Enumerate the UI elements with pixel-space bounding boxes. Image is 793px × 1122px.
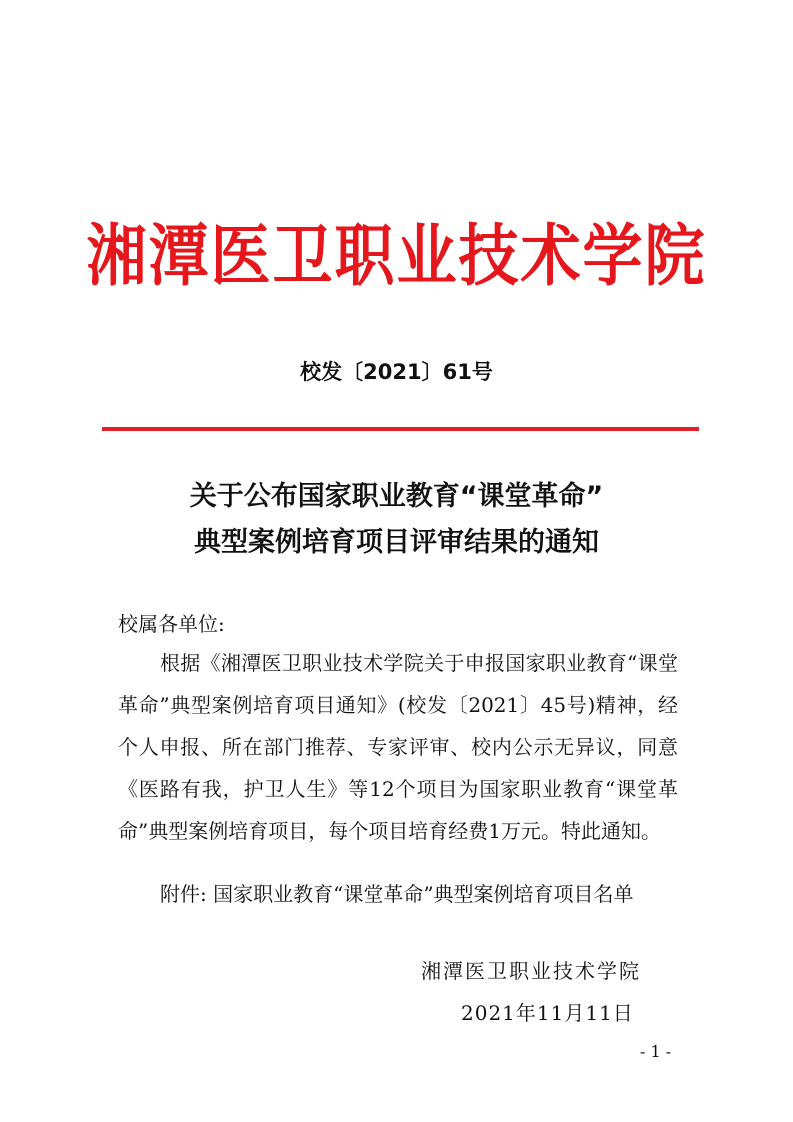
body-paragraph: 根据《湘潭医卫职业技术学院关于申报国家职业教育“课堂革命”典型案例培育项目通知》(校发〔2021〕45号)精神，经个人申报、所在部门推荐、专家评审、校内公示无异议，同意《医路有我，护卫人生》等12个项目为国家职业教育“课堂革命”典型案例培育项目，每个项目培育经费1万元。特此通知。: [118, 651, 678, 843]
notice-title-line-2: 典型案例培育项目评审结果的通知: [194, 527, 599, 558]
notice-title-line-1: 关于公布国家职业教育“课堂革命”: [189, 481, 604, 512]
page-number: - 1 -: [640, 1042, 672, 1061]
issuer-signature: 湘潭医卫职业技术学院: [421, 959, 641, 983]
institution-header: 湘潭医卫职业技术学院: [86, 217, 707, 296]
attachment-line: 附件: 国家职业教育“课堂革命”典型案例培育项目名单: [160, 882, 634, 906]
issue-date: 2021年11月11日: [461, 1001, 634, 1025]
salutation: 校属各单位:: [118, 612, 225, 636]
document-number: 校发〔2021〕61号: [300, 360, 493, 384]
red-divider-line: [102, 427, 699, 431]
